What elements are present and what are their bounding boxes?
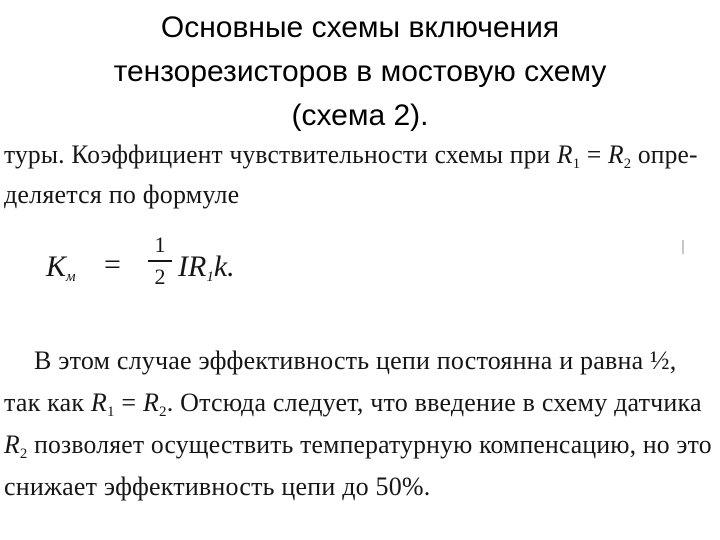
title-line-3: (схема 2). [291, 99, 429, 132]
text-segment: k. [213, 250, 235, 283]
fraction-numerator: 1 [154, 232, 166, 257]
subscript: м [66, 269, 76, 285]
var-r1: R [90, 388, 107, 417]
text-segment: В этом случае эффективность цепи постоянна и равна [34, 346, 651, 375]
para2-line-2 [4, 388, 702, 421]
subscript: 1 [106, 404, 115, 420]
fraction [148, 232, 172, 290]
text-segment: позволяет осуществить температурную компенсацию, но это [27, 430, 712, 459]
scanned-text-image [4, 140, 716, 515]
scan-artifact [682, 240, 684, 254]
formula-lhs [46, 250, 76, 286]
slide-title [0, 6, 720, 138]
text-segment: так как [4, 388, 91, 417]
subscript: 2 [159, 404, 167, 420]
var-r2: R [607, 140, 624, 169]
subscript: 1 [206, 269, 214, 285]
equals-sign: = [580, 140, 608, 169]
text-segment: , [669, 346, 677, 375]
para2-line-4: снижает эффективность цепи до 50%. [4, 472, 431, 501]
var-r1: R [556, 140, 573, 169]
fraction-bar [148, 260, 172, 262]
subscript: 2 [623, 156, 632, 172]
formula-rhs [178, 250, 235, 286]
fraction-denominator: 2 [154, 264, 166, 289]
equals-sign: = [114, 388, 143, 417]
fraction-half: ½ [650, 346, 670, 375]
text-segment: . Отсюда следует, что введение в схему датчика [166, 388, 702, 417]
subscript: 2 [19, 446, 28, 462]
title-line-2: тензорезисторов в мостовую схему [113, 55, 607, 88]
para1-line-2: деляется по формуле [4, 180, 240, 209]
para2-line-3 [4, 430, 712, 463]
formula-equals: = [104, 248, 121, 281]
var-r2: R [142, 388, 160, 417]
var-k: K [46, 250, 67, 283]
text-segment: опре- [631, 140, 698, 169]
para1-line-1 [4, 140, 698, 173]
para2-line-1 [34, 346, 676, 376]
title-line-1: Основные схемы включения [160, 11, 560, 44]
var-r2: R [4, 430, 20, 459]
text-segment: туры. Коэффициент чувствительности схемы при [4, 140, 557, 169]
text-segment: IR [178, 250, 207, 283]
subscript: 1 [572, 156, 581, 172]
